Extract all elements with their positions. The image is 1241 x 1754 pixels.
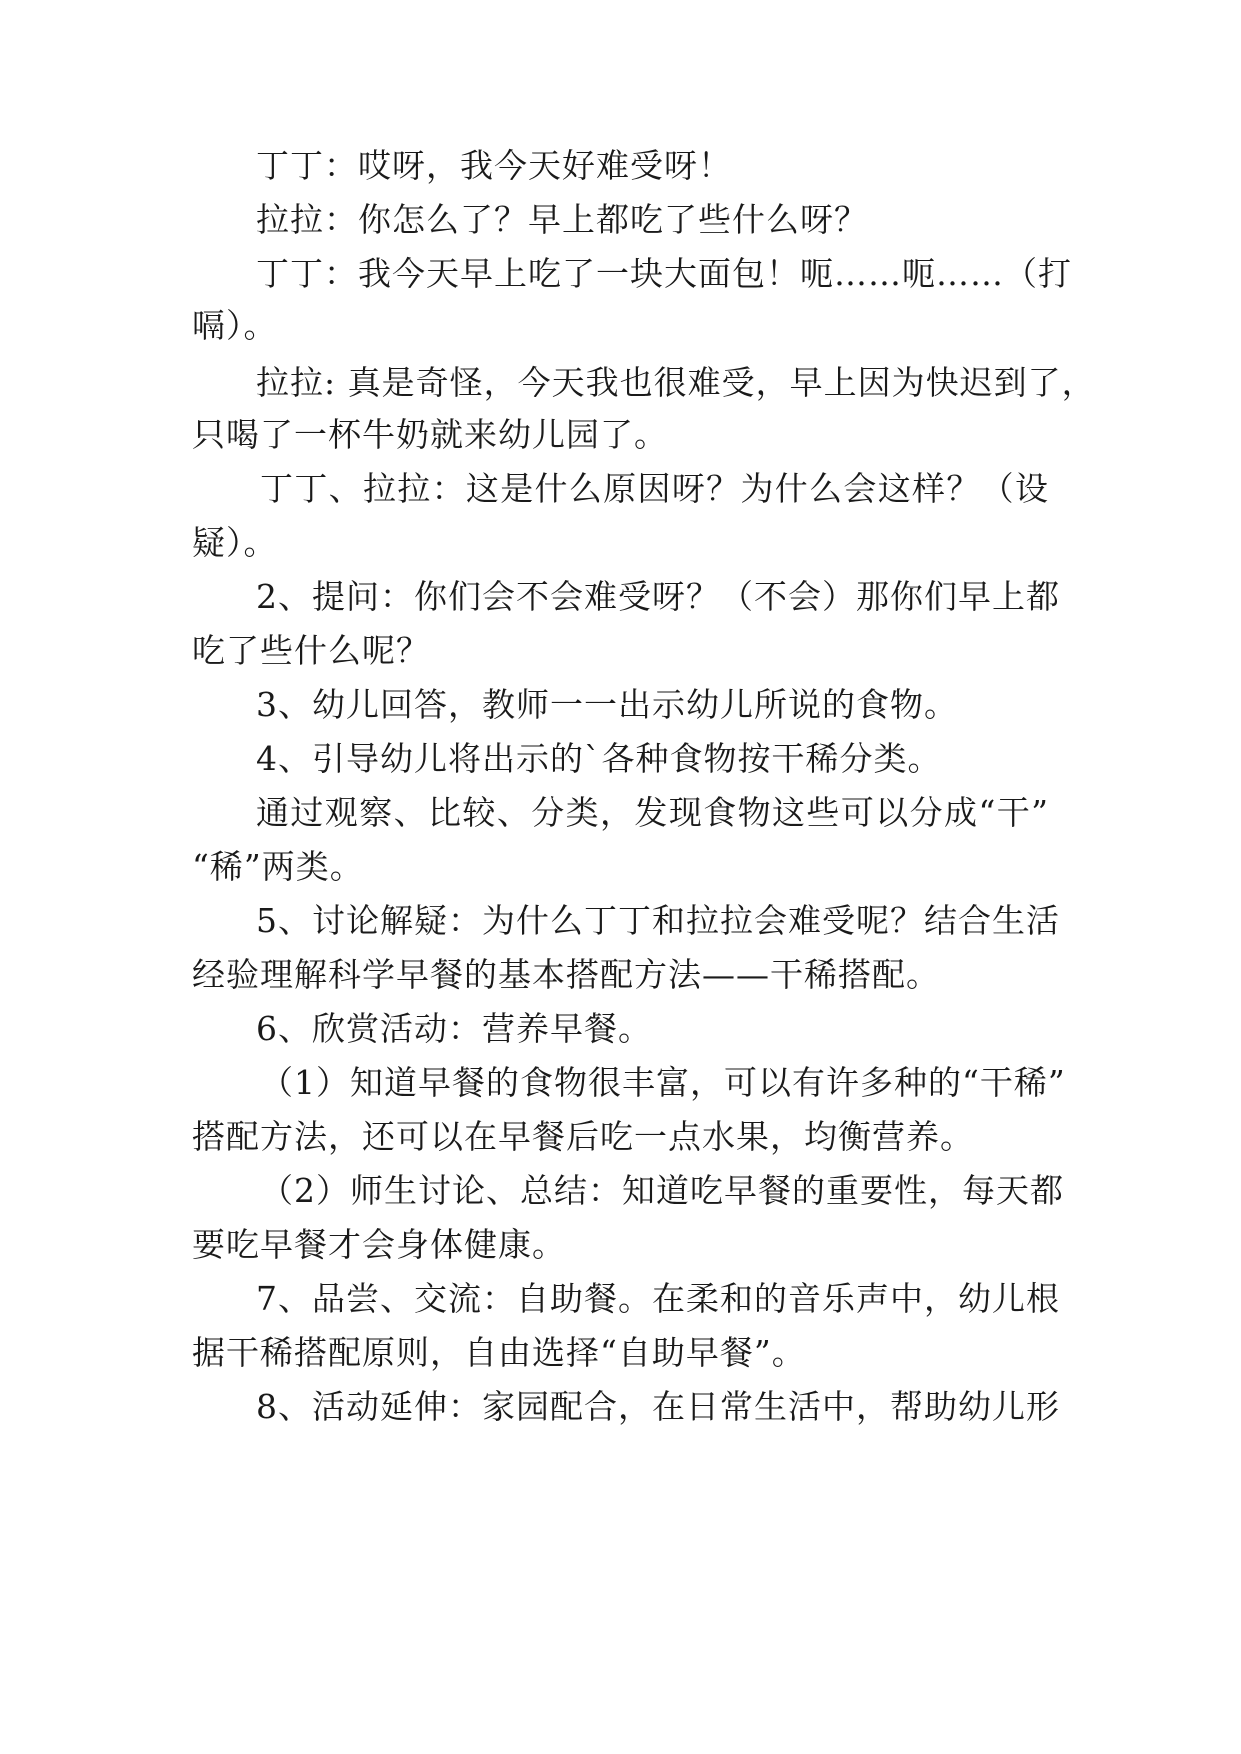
text-line: “稀”两类。 (192, 847, 364, 886)
text-line: 6、欣赏活动：营养早餐。 (256, 1009, 652, 1048)
text-line: 7、品尝、交流：自助餐。在柔和的音乐声中，幼儿根 (256, 1279, 1060, 1318)
text-line: 拉拉：你怎么了？早上都吃了些什么呀？ (256, 200, 868, 239)
text-line: 拉拉: 真是奇怪，今天我也很难受，早上因为快迟到了， (256, 363, 1096, 402)
text-line: 8、活动延伸：家园配合，在日常生活中，帮助幼儿形 (256, 1387, 1060, 1426)
text-line: 丁丁：我今天早上吃了一块大面包！呃……呃……（打 (256, 254, 1072, 293)
text-line: （1）知道早餐的食物很丰富，可以有许多种的“干稀” (260, 1063, 1066, 1102)
text-line: 只喝了一杯牛奶就来幼儿园了。 (192, 415, 668, 454)
text-line: 丁丁、拉拉：这是什么原因呀？为什么会这样？（设 (260, 469, 1049, 508)
text-line: （2）师生讨论、总结：知道吃早餐的重要性，每天都 (260, 1171, 1064, 1210)
text-line: 通过观察、比较、分类，发现食物这些可以分成“干” (256, 793, 1049, 832)
text-line: 搭配方法，还可以在早餐后吃一点水果，均衡营养。 (192, 1117, 974, 1156)
text-line: 2、提问：你们会不会难受呀？（不会）那你们早上都 (256, 577, 1060, 616)
text-line: 要吃早餐才会身体健康。 (192, 1225, 566, 1264)
text-line: 疑）。 (192, 523, 278, 562)
text-line: 4、引导幼儿将出示的`各种食物按干稀分类。 (256, 739, 942, 778)
text-line: 嗝）。 (192, 306, 278, 345)
text-line: 5、讨论解疑：为什么丁丁和拉拉会难受呢？结合生活 (256, 901, 1060, 940)
text-line: 3、幼儿回答，教师一一出示幼儿所说的食物。 (256, 685, 958, 724)
text-line: 吃了些什么呢？ (192, 631, 430, 670)
text-line: 丁丁：哎呀，我今天好难受呀！ (256, 146, 732, 185)
text-line: 经验理解科学早餐的基本搭配方法——干稀搭配。 (192, 955, 940, 994)
text-line: 据干稀搭配原则，自由选择“自助早餐”。 (192, 1333, 806, 1372)
